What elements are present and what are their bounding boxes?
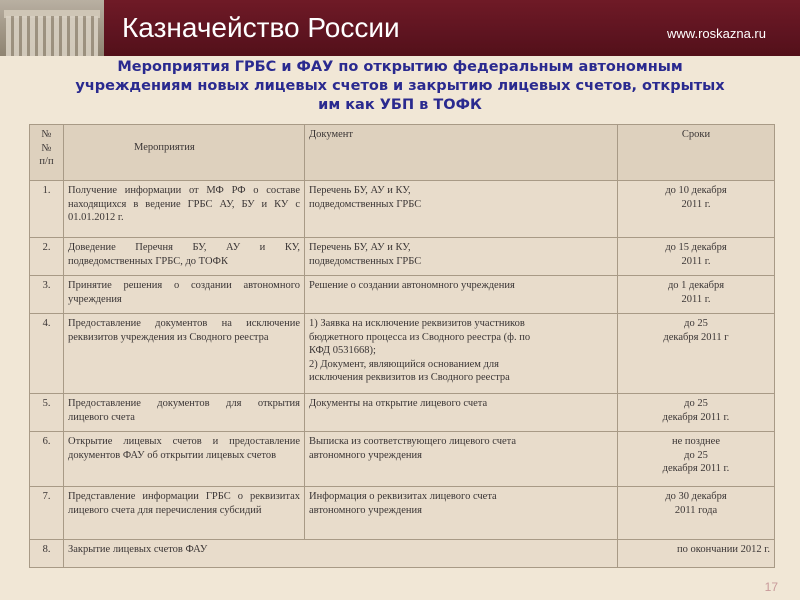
table-row	[30, 432, 775, 487]
header-document: Документ	[305, 125, 618, 181]
row-number: 2.	[30, 238, 64, 276]
row-document	[305, 314, 618, 394]
row-number: 5.	[30, 394, 64, 432]
deadline-line: 2011 г.	[681, 198, 711, 210]
row-activity: Получение информации от МФ РФ о составе находящихся в ведение ГРБС АУ, БУ и КУ с 01.01.2012 г.	[64, 181, 305, 238]
document-line: Решение о создании автономного учреждения	[309, 280, 515, 291]
deadline-line: до 1 декабря	[667, 280, 725, 291]
document-line: подведомственных ГРБС	[309, 198, 422, 210]
row-activity: Закрытие лицевых счетов ФАУ	[64, 540, 618, 568]
table-row	[30, 487, 775, 540]
header-deadline: Сроки	[618, 125, 775, 181]
header-bar	[0, 0, 800, 56]
row-number: 7.	[30, 487, 64, 540]
deadline-line: до 25	[684, 318, 708, 329]
document-line: Документы на открытие лицевого счета	[309, 398, 488, 409]
document-line: исключения реквизитов из Сводного реестра	[309, 372, 510, 383]
row-deadline	[618, 276, 775, 314]
deadline-line: 2011 года	[674, 504, 718, 516]
row-document	[305, 394, 618, 432]
header-activity: Мероприятия	[64, 125, 305, 181]
row-activity: Открытие лицевых счетов и предоставление документов ФАУ об открытии лицевых счетов	[64, 432, 305, 487]
document-line: 1) Заявка на исключение реквизитов участников	[309, 318, 525, 329]
row-deadline	[618, 432, 775, 487]
deadline-line: до 30 декабря	[665, 491, 727, 502]
row-deadline	[618, 487, 775, 540]
row-document	[305, 432, 618, 487]
slide-title-line: Мероприятия ГРБС и ФАУ по открытию федеральным автономным	[117, 59, 683, 75]
row-document	[305, 487, 618, 540]
deadline-line: не позднее	[671, 436, 720, 447]
document-line: Перечень БУ, АУ и КУ,	[309, 242, 411, 253]
document-line: 2) Документ, являющийся основанием для	[309, 358, 499, 370]
row-document	[305, 181, 618, 238]
row-activity: Доведение Перечня БУ, АУ и КУ, подведомственных ГРБС, до ТОФК	[64, 238, 305, 276]
deadline-line: до 10 декабря	[665, 185, 727, 196]
table-row	[30, 238, 775, 276]
table-row	[30, 394, 775, 432]
table-row	[30, 314, 775, 394]
document-line: Выписка из соответствующего лицевого счета	[309, 436, 517, 447]
table-row	[30, 276, 775, 314]
row-deadline	[618, 238, 775, 276]
header-num: № № п/п	[30, 125, 64, 181]
deadline-line: 2011 г.	[681, 255, 711, 267]
document-line: автономного учреждения	[309, 504, 422, 516]
deadline-line: до 25	[684, 449, 708, 461]
slide-title-line: им как УБП в ТОФК	[318, 97, 482, 113]
row-number: 8.	[30, 540, 64, 568]
document-line: бюджетного процесса из Сводного реестра (ф. по	[309, 331, 531, 343]
header-url[interactable]: www.roskazna.ru	[667, 26, 766, 41]
row-deadline	[618, 181, 775, 238]
table-row	[30, 181, 775, 238]
table-header-row	[30, 125, 775, 181]
slide-title	[40, 58, 760, 115]
deadline-line: декабря 2011 г	[663, 331, 729, 343]
row-document	[305, 276, 618, 314]
row-number: 1.	[30, 181, 64, 238]
row-deadline	[618, 314, 775, 394]
deadline-line: по окончании 2012 г.	[677, 544, 770, 555]
deadline-line: декабря 2011 г.	[662, 463, 730, 474]
row-deadline	[618, 540, 775, 568]
row-document	[305, 238, 618, 276]
slide-title-line: учреждениям новых лицевых счетов и закрытию лицевых счетов, открытых	[75, 78, 725, 94]
row-activity: Предоставление документов для открытия лицевого счета	[64, 394, 305, 432]
document-line: подведомственных ГРБС	[309, 255, 422, 267]
row-activity: Представление информации ГРБС о реквизитах лицевого счета для перечисления субсидий	[64, 487, 305, 540]
row-number: 3.	[30, 276, 64, 314]
row-number: 4.	[30, 314, 64, 394]
document-line: автономного учреждения	[309, 449, 422, 461]
row-activity: Предоставление документов на исключение реквизитов учреждения из Сводного реестра	[64, 314, 305, 394]
page-number: 17	[764, 580, 778, 594]
deadline-line: декабря 2011 г.	[662, 411, 730, 423]
deadline-line: до 25	[684, 398, 708, 409]
row-activity: Принятие решения о создании автономного учреждения	[64, 276, 305, 314]
document-line: Информация о реквизитах лицевого счета	[309, 491, 497, 502]
building-facade	[6, 16, 98, 56]
deadline-line: до 15 декабря	[665, 242, 727, 253]
header-title: Казначейство России	[122, 12, 400, 43]
document-line: Перечень БУ, АУ и КУ,	[309, 185, 411, 196]
deadline-line: 2011 г.	[681, 293, 711, 305]
building-photo	[0, 0, 104, 56]
row-number: 6.	[30, 432, 64, 487]
row-deadline	[618, 394, 775, 432]
measures-table	[29, 124, 775, 568]
table-row	[30, 540, 775, 568]
document-line: КФД 0531668);	[309, 345, 376, 356]
